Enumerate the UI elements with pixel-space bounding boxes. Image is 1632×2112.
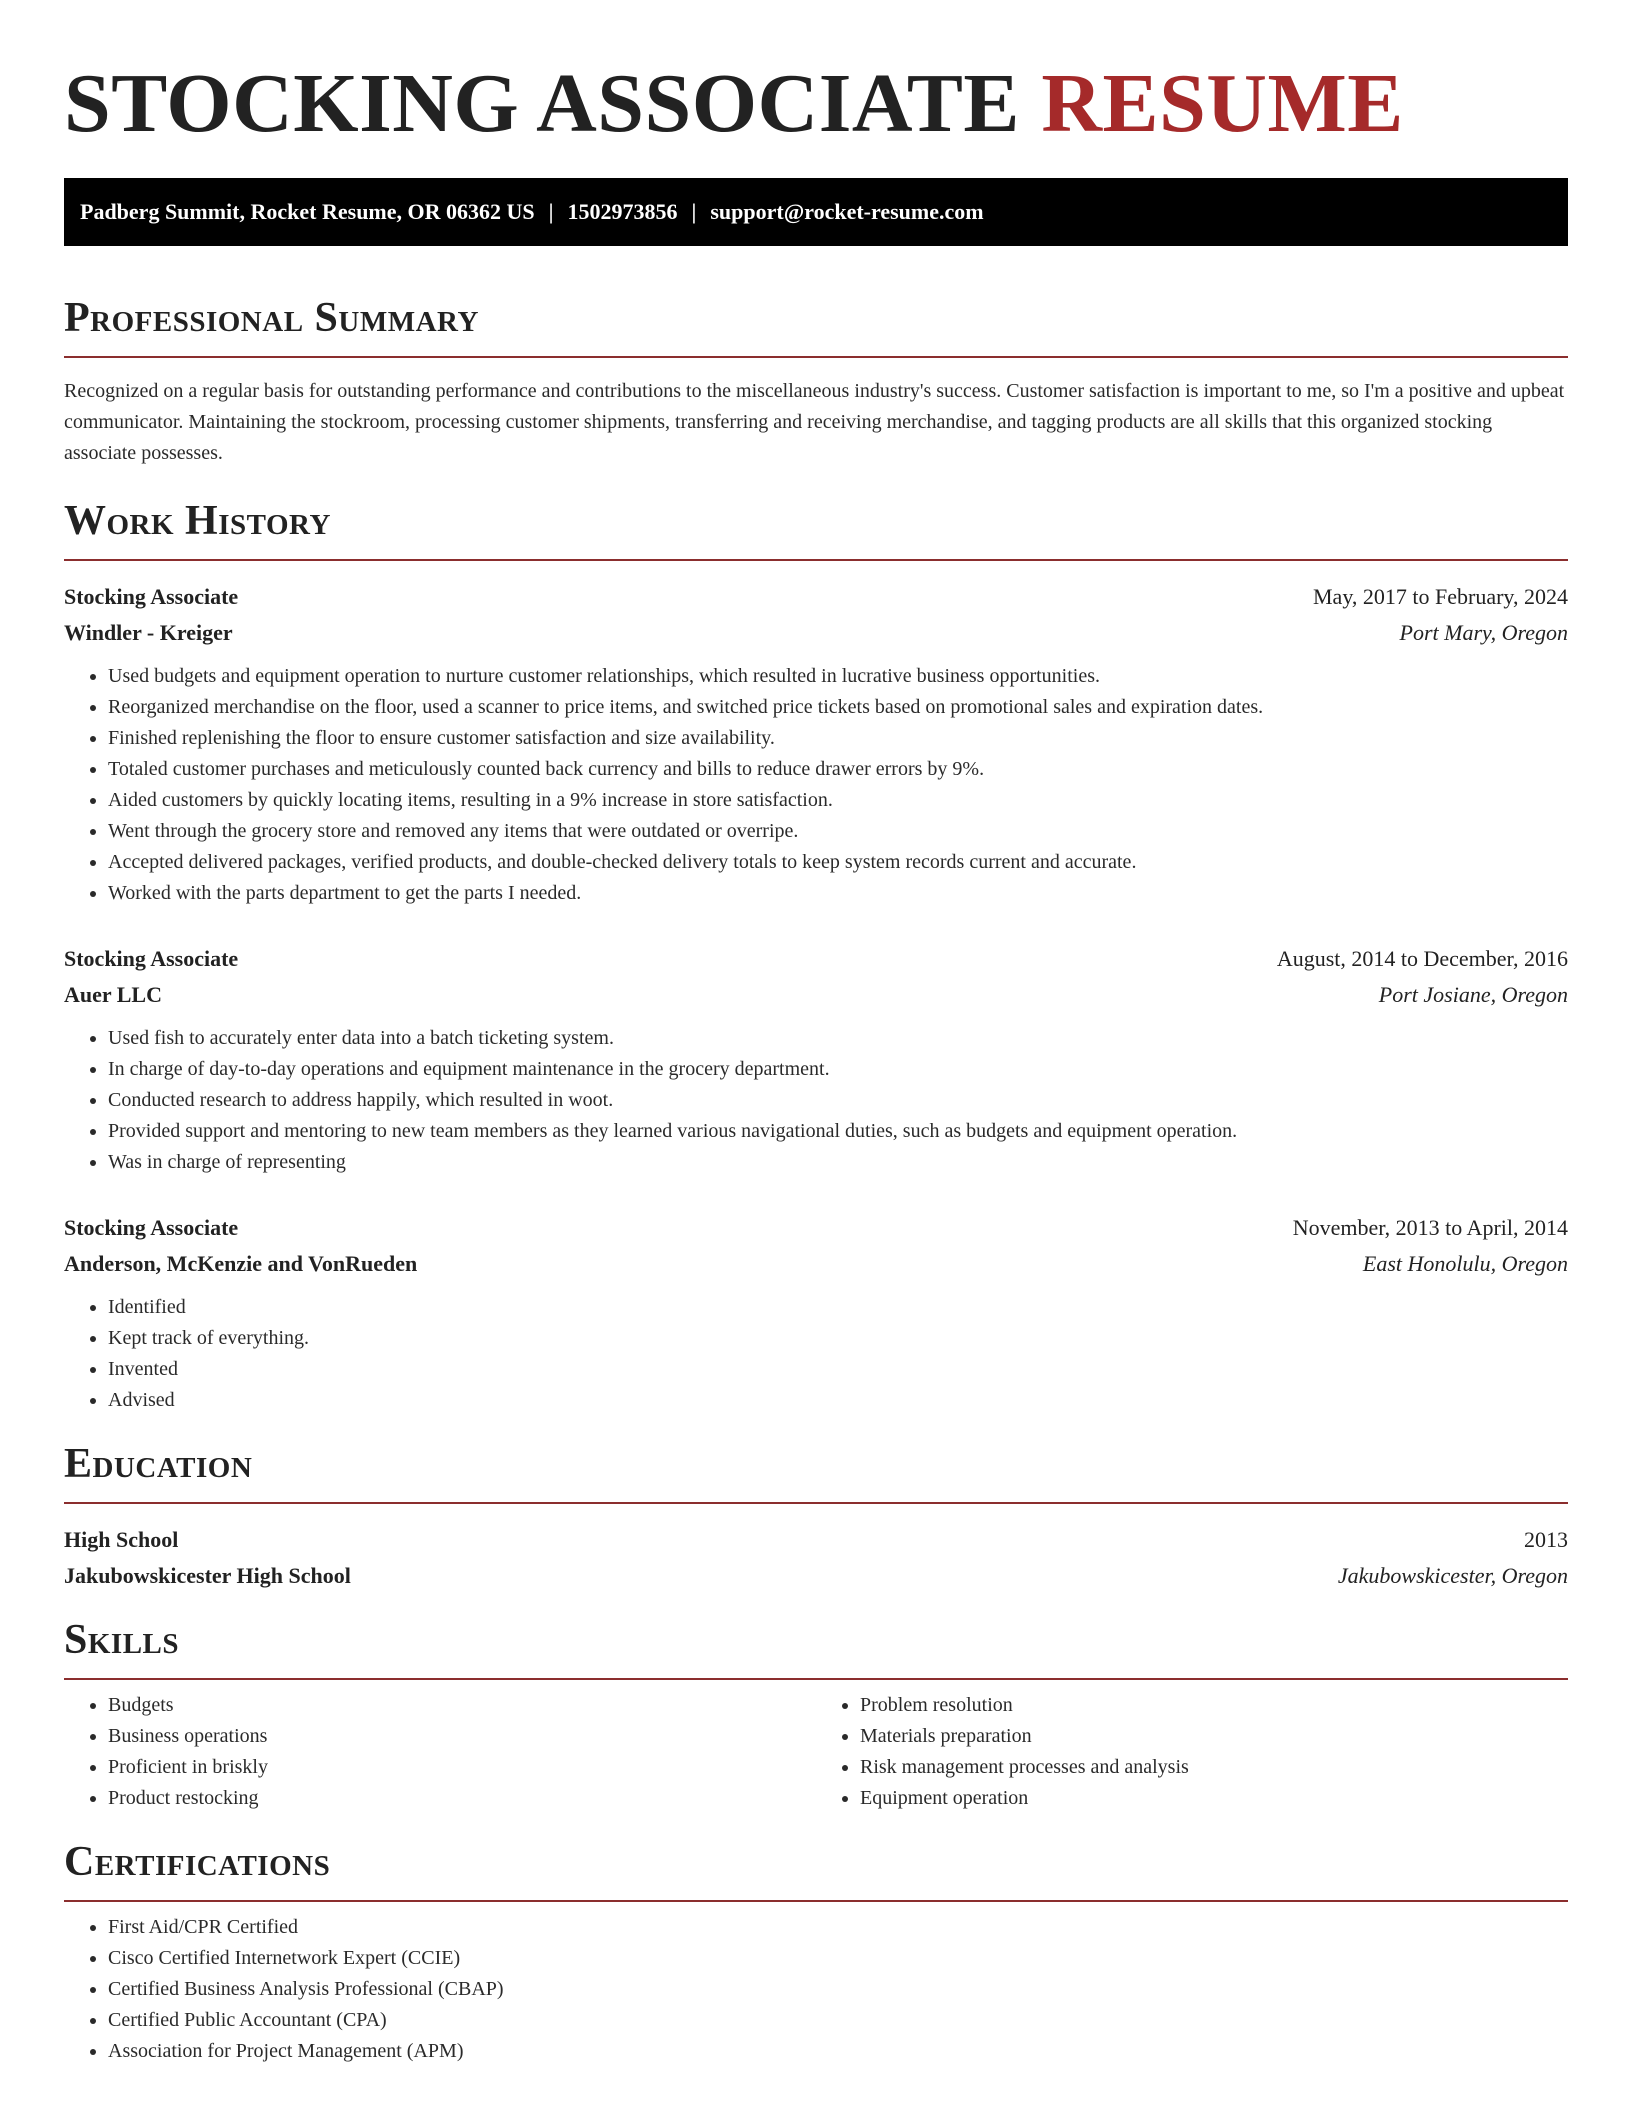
list-item: • Association for Project Management (APM) bbox=[108, 2036, 1568, 2067]
title-main: STOCKING ASSOCIATE bbox=[64, 57, 1020, 150]
skills-section bbox=[64, 1616, 1568, 1814]
list-item: • Advised bbox=[108, 1385, 1568, 1416]
job-title: Stocking Associate bbox=[64, 584, 239, 609]
job-dates: August, 2014 to December, 2016 bbox=[1276, 946, 1568, 971]
job-dates: May, 2017 to February, 2024 bbox=[1313, 584, 1568, 609]
list-item: • Invented bbox=[108, 1354, 1568, 1385]
work-history-section bbox=[64, 497, 1568, 1416]
education-location: Jakubowskicester, Oregon bbox=[1337, 1563, 1568, 1588]
summary-section bbox=[64, 294, 1568, 469]
job-bullets bbox=[64, 1292, 1568, 1416]
job-dates: November, 2013 to April, 2014 bbox=[1292, 1215, 1568, 1240]
list-item: • Kept track of everything. bbox=[108, 1323, 1568, 1354]
section-divider bbox=[64, 1678, 1568, 1680]
job-company: Windler - Kreiger bbox=[64, 620, 233, 645]
list-item: • Identified bbox=[108, 1292, 1568, 1323]
education-heading: Education bbox=[64, 1441, 253, 1487]
contact-separator: | bbox=[691, 199, 697, 224]
list-item: • Was in charge of representing bbox=[108, 1147, 1568, 1178]
skills-list-right bbox=[816, 1690, 1568, 1814]
contact-email: support@rocket-resume.com bbox=[710, 199, 984, 224]
job-bullets bbox=[64, 661, 1568, 909]
list-item: • Went through the grocery store and removed any items that were outdated or overripe. bbox=[108, 816, 1568, 847]
section-divider bbox=[64, 1502, 1568, 1504]
list-item: • Budgets bbox=[108, 1690, 816, 1721]
resume-title bbox=[64, 0, 1568, 152]
skills-grid bbox=[64, 1690, 1568, 1814]
education-degree: High School bbox=[64, 1527, 179, 1552]
job-company: Anderson, McKenzie and VonRueden bbox=[64, 1251, 418, 1276]
list-item: • Conducted research to address happily, which resulted in woot. bbox=[108, 1085, 1568, 1116]
education-school-row bbox=[64, 1558, 1568, 1594]
job-location: Port Mary, Oregon bbox=[1399, 620, 1568, 645]
job-company: Auer LLC bbox=[64, 982, 162, 1007]
job-entry bbox=[64, 1210, 1568, 1416]
list-item: • Business operations bbox=[108, 1721, 816, 1752]
list-item: • Materials preparation bbox=[860, 1721, 1568, 1752]
job-header-row bbox=[64, 1210, 1568, 1246]
job-company-row bbox=[64, 615, 1568, 651]
list-item: • Finished replenishing the floor to ensure customer satisfaction and size availability. bbox=[108, 723, 1568, 754]
contact-bar bbox=[64, 178, 1568, 246]
education-section bbox=[64, 1440, 1568, 1594]
summary-heading: Professional Summary bbox=[64, 295, 479, 341]
certifications-list bbox=[64, 1912, 1568, 2067]
list-item: • Provided support and mentoring to new team members as they learned various navigational duties, such as budgets and equipment operation. bbox=[108, 1116, 1568, 1147]
contact-separator: | bbox=[548, 199, 554, 224]
job-company-row bbox=[64, 977, 1568, 1013]
section-divider bbox=[64, 1900, 1568, 1902]
education-year: 2013 bbox=[1524, 1527, 1568, 1552]
list-item: • Worked with the parts department to get the parts I needed. bbox=[108, 878, 1568, 909]
list-item: • Aided customers by quickly locating items, resulting in a 9% increase in store satisfaction. bbox=[108, 785, 1568, 816]
education-school: Jakubowskicester High School bbox=[64, 1563, 351, 1588]
list-item: • Problem resolution bbox=[860, 1690, 1568, 1721]
job-bullets bbox=[64, 1023, 1568, 1178]
work-history-heading: Work History bbox=[64, 498, 331, 544]
contact-phone: 1502973856 bbox=[567, 199, 678, 224]
skills-list-left bbox=[64, 1690, 816, 1814]
list-item: • Proficient in briskly bbox=[108, 1752, 816, 1783]
job-title: Stocking Associate bbox=[64, 946, 239, 971]
list-item: • Cisco Certified Internetwork Expert (CCIE) bbox=[108, 1943, 1568, 1974]
job-company-row bbox=[64, 1246, 1568, 1282]
job-title: Stocking Associate bbox=[64, 1215, 239, 1240]
list-item: • Certified Public Accountant (CPA) bbox=[108, 2005, 1568, 2036]
job-location: Port Josiane, Oregon bbox=[1378, 982, 1568, 1007]
title-accent: RESUME bbox=[1041, 57, 1404, 150]
list-item: • In charge of day-to-day operations and equipment maintenance in the grocery department. bbox=[108, 1054, 1568, 1085]
skills-heading: Skills bbox=[64, 1617, 180, 1663]
job-entry bbox=[64, 579, 1568, 909]
list-item: • Used fish to accurately enter data into a batch ticketing system. bbox=[108, 1023, 1568, 1054]
list-item: • First Aid/CPR Certified bbox=[108, 1912, 1568, 1943]
job-location: East Honolulu, Oregon bbox=[1362, 1251, 1568, 1276]
job-header-row bbox=[64, 579, 1568, 615]
certifications-heading: Certifications bbox=[64, 1839, 331, 1885]
section-divider bbox=[64, 356, 1568, 358]
list-item: • Used budgets and equipment operation to nurture customer relationships, which resulted in lucrative business opportunities. bbox=[108, 661, 1568, 692]
list-item: • Equipment operation bbox=[860, 1783, 1568, 1814]
list-item: • Risk management processes and analysis bbox=[860, 1752, 1568, 1783]
summary-text: Recognized on a regular basis for outstanding performance and contributions to the miscellaneous industry's success. Customer satisfaction is important to me, so I'm a positive and upbeat communicator. Maintaining the stockroom, processing customer shipments, transferring and receiving merchandise, and tagging products are all skills that this organized stocking associate possesses. bbox=[64, 380, 1565, 464]
job-header-row bbox=[64, 941, 1568, 977]
list-item: • Totaled customer purchases and meticulously counted back currency and bills to reduce drawer errors by 9%. bbox=[108, 754, 1568, 785]
list-item: • Product restocking bbox=[108, 1783, 816, 1814]
list-item: • Certified Business Analysis Professional (CBAP) bbox=[108, 1974, 1568, 2005]
section-divider bbox=[64, 559, 1568, 561]
job-entry bbox=[64, 941, 1568, 1178]
contact-address: Padberg Summit, Rocket Resume, OR 06362 US bbox=[80, 199, 535, 224]
education-header-row bbox=[64, 1522, 1568, 1558]
education-entry bbox=[64, 1522, 1568, 1594]
list-item: • Reorganized merchandise on the floor, used a scanner to price items, and switched price tickets based on promotional sales and expiration dates. bbox=[108, 692, 1568, 723]
list-item: • Accepted delivered packages, verified products, and double-checked delivery totals to keep system records current and accurate. bbox=[108, 847, 1568, 878]
certifications-section bbox=[64, 1838, 1568, 2067]
